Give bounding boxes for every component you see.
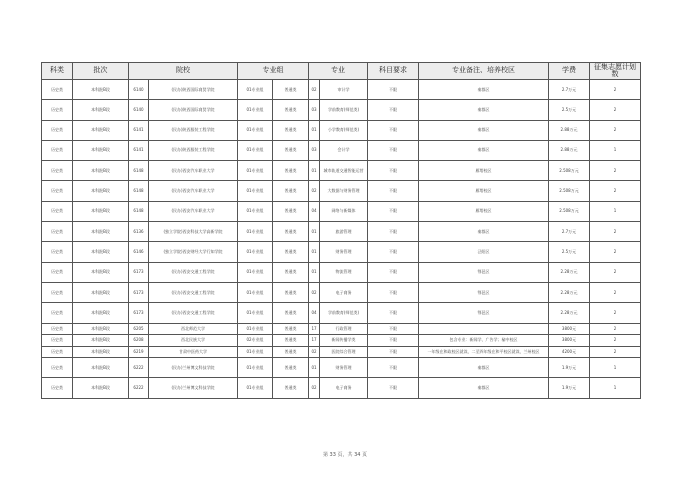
cell-subject: 不限 [368,323,419,335]
cell-plan-count: 2 [590,80,641,100]
cell-category: 历史类 [42,161,73,181]
cell-category: 历史类 [42,120,73,140]
cell-school-code: 6219 [129,346,149,358]
cell-remarks: 秦都区 [419,378,549,398]
cell-major-code: 17 [309,323,320,335]
table-row [42,161,641,181]
header-category: 科类 [42,63,73,80]
cell-major-code: 04 [309,303,320,323]
cell-remarks: 秦都区 [419,358,549,378]
cell-type: 普通类 [273,335,309,347]
cell-subject: 不限 [368,161,419,181]
cell-major-name: 财务管理 [320,358,368,378]
cell-subject: 不限 [368,346,419,358]
cell-plan-count: 2 [590,181,641,201]
table-row [42,140,641,160]
cell-plan-count: 1 [590,378,641,398]
cell-type: 普通类 [273,80,309,100]
cell-major-name: 财务管理 [320,242,368,262]
table-row [42,120,641,140]
cell-school-code: 6148 [129,201,149,221]
cell-school-code: 6222 [129,358,149,378]
cell-school-code: 6205 [129,323,149,335]
table-row [42,282,641,302]
cell-school-code: 6173 [129,303,149,323]
cell-school-name: (民办)西安汽车职业大学 [149,201,238,221]
table-row [42,358,641,378]
cell-category: 历史类 [42,242,73,262]
table-row [42,242,641,262]
cell-type: 普通类 [273,323,309,335]
cell-group: 01专业组 [238,358,273,378]
cell-group: 01专业组 [238,140,273,160]
cell-major-name: 大数据与财务管理 [320,181,368,201]
cell-school-code: 6208 [129,335,149,347]
cell-batch: 本科批B段 [73,346,129,358]
cell-group: 01专业组 [238,201,273,221]
cell-remarks: 秦都区 [419,100,549,120]
cell-group: 01专业组 [238,80,273,100]
cell-subject: 不限 [368,181,419,201]
cell-category: 历史类 [42,303,73,323]
cell-group: 01专业组 [238,120,273,140]
cell-type: 普通类 [273,346,309,358]
cell-major-name: 小学教育(师范类) [320,120,368,140]
cell-major-name: 网络与新媒体 [320,201,368,221]
table-row [42,335,641,347]
cell-major-name: 行政管理 [320,323,368,335]
table-row [42,201,641,221]
cell-batch: 本科批B段 [73,335,129,347]
cell-category: 历史类 [42,282,73,302]
cell-school-code: 6173 [129,282,149,302]
cell-category: 历史类 [42,378,73,398]
cell-type: 普通类 [273,282,309,302]
cell-major-code: 01 [309,358,320,378]
header-row [42,63,641,80]
cell-tuition: 4200元 [549,346,590,358]
cell-subject: 不限 [368,303,419,323]
cell-type: 普通类 [273,161,309,181]
cell-major-name: 会计学 [320,140,368,160]
cell-subject: 不限 [368,120,419,140]
cell-school-code: 6140 [129,80,149,100]
cell-batch: 本科批B段 [73,80,129,100]
cell-group: 01专业组 [238,346,273,358]
cell-batch: 本科批B段 [73,120,129,140]
cell-school-name: (民办)陕西服装工程学院 [149,140,238,160]
cell-batch: 本科批B段 [73,140,129,160]
cell-tuition: 2.28万元 [549,282,590,302]
cell-category: 历史类 [42,335,73,347]
cell-type: 普通类 [273,303,309,323]
cell-category: 历史类 [42,262,73,282]
cell-major-code: 02 [309,181,320,201]
cell-plan-count: 2 [590,303,641,323]
cell-school-name: (民办)陕西国际商贸学院 [149,80,238,100]
cell-subject: 不限 [368,140,419,160]
page-footer: 第 33 页，共 34 页 [322,452,368,458]
cell-major-code: 03 [309,100,320,120]
cell-category: 历史类 [42,140,73,160]
cell-subject: 不限 [368,100,419,120]
cell-major-name: 城市轨道交通智能运营 [320,161,368,181]
cell-batch: 本科批B段 [73,161,129,181]
cell-subject: 不限 [368,358,419,378]
cell-tuition: 2.508万元 [549,181,590,201]
cell-batch: 本科批B段 [73,222,129,242]
cell-subject: 不限 [368,222,419,242]
cell-school-code: 6141 [129,140,149,160]
header-remarks-campus: 专业备注、培养校区 [419,63,549,80]
cell-type: 普通类 [273,120,309,140]
cell-tuition: 2.7万元 [549,80,590,100]
cell-group: 01专业组 [238,282,273,302]
cell-plan-count: 2 [590,346,641,358]
cell-school-code: 6173 [129,262,149,282]
cell-type: 普通类 [273,140,309,160]
cell-school-name: 西北民族大学 [149,335,238,347]
cell-plan-count: 2 [590,323,641,335]
cell-tuition: 3800元 [549,323,590,335]
cell-subject: 不限 [368,201,419,221]
cell-major-code: 02 [309,282,320,302]
cell-school-code: 6148 [129,161,149,181]
cell-group: 01专业组 [238,262,273,282]
cell-major-name: 物流管理 [320,262,368,282]
cell-group: 01专业组 [238,378,273,398]
cell-school-name: (独立学院)西安财经大学行知学院 [149,242,238,262]
cell-batch: 本科批B段 [73,181,129,201]
cell-subject: 不限 [368,378,419,398]
table-row [42,222,641,242]
cell-major-code: 04 [309,201,320,221]
cell-plan-count: 1 [590,358,641,378]
cell-remarks: 一年级在和政校区就读，二至四年级在和平校区就读，兰州校区 [419,346,549,358]
table-row [42,303,641,323]
cell-batch: 本科批B段 [73,262,129,282]
cell-remarks: 雁塔校区 [419,181,549,201]
cell-category: 历史类 [42,80,73,100]
header-plan-count: 征集志愿计划数 [590,63,641,80]
cell-batch: 本科批B段 [73,323,129,335]
table-row [42,378,641,398]
cell-batch: 本科批B段 [73,242,129,262]
cell-school-code: 6136 [129,222,149,242]
cell-category: 历史类 [42,201,73,221]
cell-tuition: 1.9万元 [549,378,590,398]
cell-subject: 不限 [368,80,419,100]
header-major-group: 专业组 [238,63,309,80]
cell-remarks [419,323,549,335]
cell-school-code: 6148 [129,181,149,201]
cell-school-code: 6222 [129,378,149,398]
cell-tuition: 1.9万元 [549,358,590,378]
cell-type: 普通类 [273,242,309,262]
cell-group: 01专业组 [238,100,273,120]
cell-subject: 不限 [368,282,419,302]
table-row [42,100,641,120]
cell-remarks: 泾阳区 [419,242,549,262]
cell-type: 普通类 [273,262,309,282]
cell-batch: 本科批B段 [73,358,129,378]
cell-tuition: 2.28万元 [549,262,590,282]
cell-remarks: 雁塔校区 [419,161,549,181]
cell-remarks: 鄠邑区 [419,262,549,282]
cell-tuition: 2.508万元 [549,161,590,181]
cell-major-name: 电子商务 [320,378,368,398]
cell-school-code: 6140 [129,100,149,120]
header-major: 专业 [309,63,368,80]
cell-tuition: 2.7万元 [549,222,590,242]
cell-major-code: 02 [309,378,320,398]
cell-batch: 本科批B段 [73,303,129,323]
cell-subject: 不限 [368,262,419,282]
cell-group: 01专业组 [238,242,273,262]
cell-type: 普通类 [273,201,309,221]
cell-category: 历史类 [42,222,73,242]
cell-subject: 不限 [368,242,419,262]
cell-major-name: 新闻传播学类 [320,335,368,347]
cell-remarks: 秦都区 [419,80,549,100]
cell-tuition: 2.508万元 [549,201,590,221]
cell-batch: 本科批B段 [73,282,129,302]
cell-school-name: 西北师范大学 [149,323,238,335]
cell-type: 普通类 [273,358,309,378]
header-subject-requirement: 科目要求 [368,63,419,80]
cell-major-code: 01 [309,262,320,282]
cell-type: 普通类 [273,222,309,242]
cell-tuition: 3800元 [549,335,590,347]
cell-remarks: 秦都区 [419,222,549,242]
cell-school-name: (民办)陕西服装工程学院 [149,120,238,140]
cell-category: 历史类 [42,323,73,335]
cell-school-name: (民办)兰州博文科技学院 [149,358,238,378]
header-tuition: 学费 [549,63,590,80]
cell-school-code: 6141 [129,120,149,140]
cell-plan-count: 2 [590,242,641,262]
cell-remarks: 秦都区 [419,140,549,160]
cell-tuition: 2.28万元 [549,303,590,323]
cell-tuition: 2.5万元 [549,242,590,262]
cell-remarks: 包含专业：新闻学、广告学；榆中校区 [419,335,549,347]
cell-school-code: 6146 [129,242,149,262]
cell-remarks: 秦都区 [419,120,549,140]
cell-major-code: 01 [309,120,320,140]
cell-plan-count: 2 [590,262,641,282]
cell-group: 01专业组 [238,222,273,242]
cell-school-name: (民办)西安交通工程学院 [149,262,238,282]
cell-category: 历史类 [42,100,73,120]
cell-category: 历史类 [42,181,73,201]
cell-tuition: 2.5万元 [549,100,590,120]
cell-major-name: 学前教育(师范类) [320,100,368,120]
cell-plan-count: 2 [590,222,641,242]
cell-subject: 不限 [368,335,419,347]
cell-type: 普通类 [273,100,309,120]
cell-batch: 本科批B段 [73,100,129,120]
cell-major-code: 03 [309,140,320,160]
cell-major-name: 审计学 [320,80,368,100]
cell-remarks: 雁塔校区 [419,201,549,221]
cell-major-name: 医院综合管理 [320,346,368,358]
cell-type: 普通类 [273,181,309,201]
header-batch: 批次 [73,63,129,80]
table-row [42,262,641,282]
cell-batch: 本科批B段 [73,378,129,398]
table-row [42,323,641,335]
cell-school-name: (民办)西安汽车职业大学 [149,181,238,201]
cell-plan-count: 1 [590,140,641,160]
cell-major-code: 01 [309,222,320,242]
cell-group: 01专业组 [238,181,273,201]
cell-group: 01专业组 [238,323,273,335]
cell-major-code: 17 [309,335,320,347]
cell-group: 02专业组 [238,335,273,347]
cell-plan-count: 1 [590,201,641,221]
cell-plan-count: 2 [590,100,641,120]
cell-plan-count: 2 [590,282,641,302]
cell-tuition: 2.88万元 [549,140,590,160]
cell-major-name: 旅游管理 [320,222,368,242]
cell-school-name: (独立学院)西安科技大学高新学院 [149,222,238,242]
cell-major-code: 01 [309,242,320,262]
cell-type: 普通类 [273,378,309,398]
cell-category: 历史类 [42,346,73,358]
cell-major-code: 02 [309,80,320,100]
table-body [42,80,641,399]
table-row [42,346,641,358]
cell-school-name: 甘肃中医药大学 [149,346,238,358]
cell-school-name: (民办)兰州博文科技学院 [149,378,238,398]
cell-school-name: (民办)西安汽车职业大学 [149,161,238,181]
cell-school-name: (民办)西安交通工程学院 [149,303,238,323]
table-row [42,80,641,100]
cell-major-name: 学前教育(师范类) [320,303,368,323]
cell-school-name: (民办)西安交通工程学院 [149,282,238,302]
cell-plan-count: 2 [590,120,641,140]
cell-major-code: 02 [309,346,320,358]
cell-school-name: (民办)陕西国际商贸学院 [149,100,238,120]
cell-batch: 本科批B段 [73,201,129,221]
cell-remarks: 鄠邑区 [419,282,549,302]
table-row [42,181,641,201]
cell-major-name: 电子商务 [320,282,368,302]
cell-category: 历史类 [42,358,73,378]
cell-plan-count: 2 [590,161,641,181]
cell-group: 01专业组 [238,161,273,181]
admission-table [41,62,641,399]
cell-remarks: 鄠邑区 [419,303,549,323]
header-school: 院校 [129,63,238,80]
cell-tuition: 2.88万元 [549,120,590,140]
cell-group: 01专业组 [238,303,273,323]
cell-plan-count: 2 [590,335,641,347]
cell-major-code: 01 [309,161,320,181]
